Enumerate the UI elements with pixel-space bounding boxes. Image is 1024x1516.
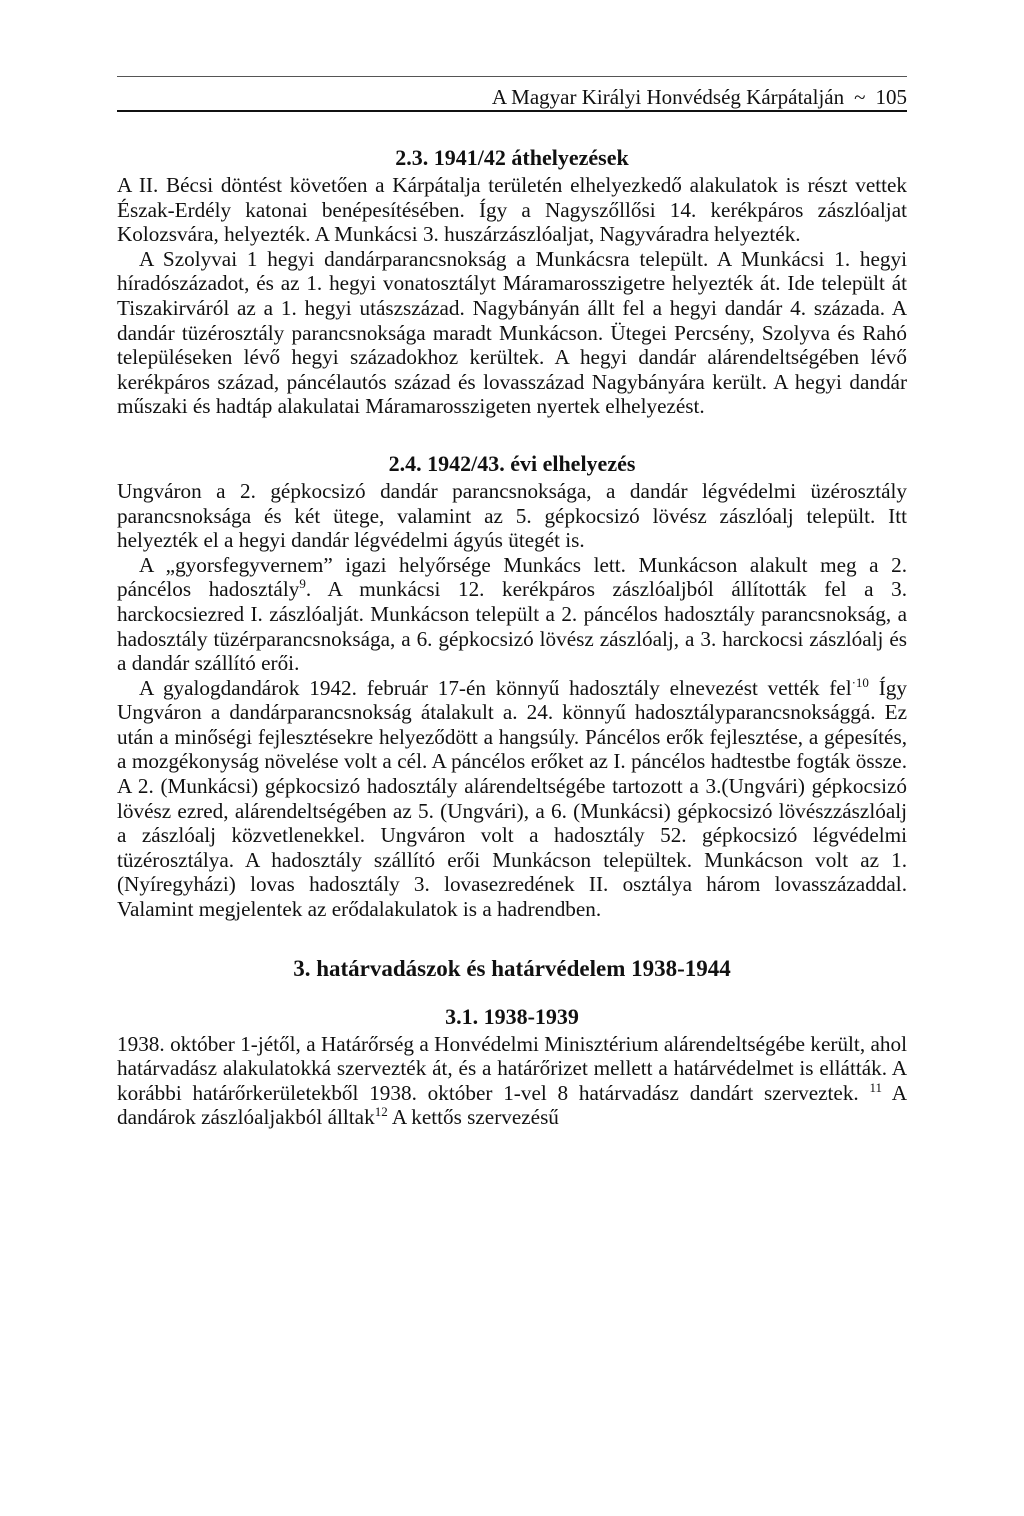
paragraph — [117, 1032, 907, 1130]
footnote-marker: 9 — [299, 576, 306, 592]
section-heading-3-1: 3.1. 1938-1939 — [445, 1003, 579, 1029]
paragraph: Ungváron a 2. gépkocsizó dandár parancsnoksága, a dandár légvédelmi üzérosztály parancsnoksága és két ütege, valamint az 5. gépkocsizó lövész zászlóalj települt. Itt helyezték el a hegyi dandár légvédelmi ágyús ütegét is. — [117, 478, 907, 553]
running-head — [117, 84, 907, 112]
text-run: Így Ungváron a dandárparancsnokság átalakult a. 24. könnyű hadosztályparancsnoksággá. Ez után a minőségi fejlesztésekre helyeződött a hangsúly. Páncélos erők fejlesztése, a gépesítés, a mozgékonyság növelése volt a cél. A páncélos erőket az I. páncélos hadtestbe fogták össze. A 2. (Munkácsi) gépkocsizó hadosztály alárendeltségébe tartozott a 3.(Ungvári) gépkocsizó lövész ezred, alárendeltségében az 5. (Ungvári), a 6. (Munkácsi) gépkocsizó lövészzászlóalj a zászlóalj közvetlenekkel. Ungváron volt a hadosztály 52. gépkocsizó légvédelmi tüzérosztálya. A hadosztály szállító erői Munkácson települtek. Munkácson volt az 1. (Nyíregyházi) lovas hadosztály 3. lovasezredének II. osztálya három lovasszázaddal. Valamint megjelentek az erődalakulatok is a hadrendben. — [117, 675, 907, 922]
paragraph: A II. Bécsi döntést követően a Kárpátalja területén elhelyezkedő alakulatok is részt vettek Észak-Erdély katonai benépesítésében. Így a Nagyszőllősi 14. kerékpáros zászlóaljat Kolozsvára, helyezték. A Munkácsi 3. huszárzászlóaljat, Nagyváradra helyezték. — [117, 173, 907, 247]
running-head-text — [492, 84, 907, 110]
running-head-title: A Magyar Királyi Honvédség Kárpátalján — [491, 85, 845, 109]
text-run: . A munkácsi 12. kerékpáros zászlóaljból állították fel a 3. harckocsiezred I. zászlóalját. Munkácson települt a 2. páncélos hadosztály parancsnokság, a hadosztály tüzérparancsnoksága, a 6. gépkocsizó lövész zászlóalj, a 3. harckocsi zászlóalj és a dandár szállító erői. — [117, 577, 907, 676]
running-head-separator: ~ — [854, 85, 866, 109]
paragraph: A Szolyvai 1 hegyi dandárparancsnokság a Munkácsra települt. A Munkácsi 1. hegyi híradószázadot, és az 1. hegyi vonatosztályt Máramarosszigetre helyezték át. Ide települt át Tiszakirváról az a 1. hegyi utászszázad. Nagybányán állt fel a hegyi dandár 4. százada. A dandár tüzérosztály parancsnoksága maradt Munkácson. Ütegei Percsény, Szolyva és Rahó településeken lévő hegyi századokhoz kerültek. A hegyi dandár alárendeltségében lévő kerékpáros század, páncélautós század és lovasszázad Nagybányára került. A hegyi dandár műszaki és hadtáp alakulatai Máramarosszigeten nyertek elhelyezést. — [117, 246, 907, 419]
text-run: A „gyorsfegyvernem” igazi helyőrsége Munkács lett. Munkácson alakult meg a 2. páncélos hadosztály — [117, 552, 907, 602]
footnote-marker: 12 — [374, 1104, 388, 1120]
paragraph — [117, 553, 907, 676]
footnote-marker: 11 — [869, 1079, 883, 1095]
text-run: 1938. október 1-jétől, a Határőrség a Honvédelmi Minisztérium alárendeltségébe került, ahol határvadász alakulatokká szervezték át, és a határőrizet mellett a határvédelmet is ellátták. A korábbi határőrkerületekből 1938. október 1-vel 8 határvadász dandárt szerveztek. — [117, 1031, 907, 1105]
page-number: 105 — [875, 85, 907, 109]
footnote-marker: ·10 — [851, 674, 869, 690]
text-run: A dandárok zászlóaljakból álltak — [117, 1080, 907, 1130]
section-heading-2-3: 2.3. 1941/42 áthelyezések — [395, 145, 629, 170]
section-heading-2-4: 2.4. 1942/43. évi elhelyezés — [388, 450, 636, 476]
top-rule — [117, 76, 907, 77]
page-body — [117, 143, 907, 1130]
text-run: A gyalogdandárok 1942. február 17-én könnyű hadosztály elnevezést vették fel — [139, 675, 852, 700]
text-run: A kettős szervezésű — [387, 1105, 559, 1130]
section-heading-3: 3. határvadászok és határvédelem 1938-1944 — [293, 955, 731, 981]
paragraph — [117, 676, 907, 922]
